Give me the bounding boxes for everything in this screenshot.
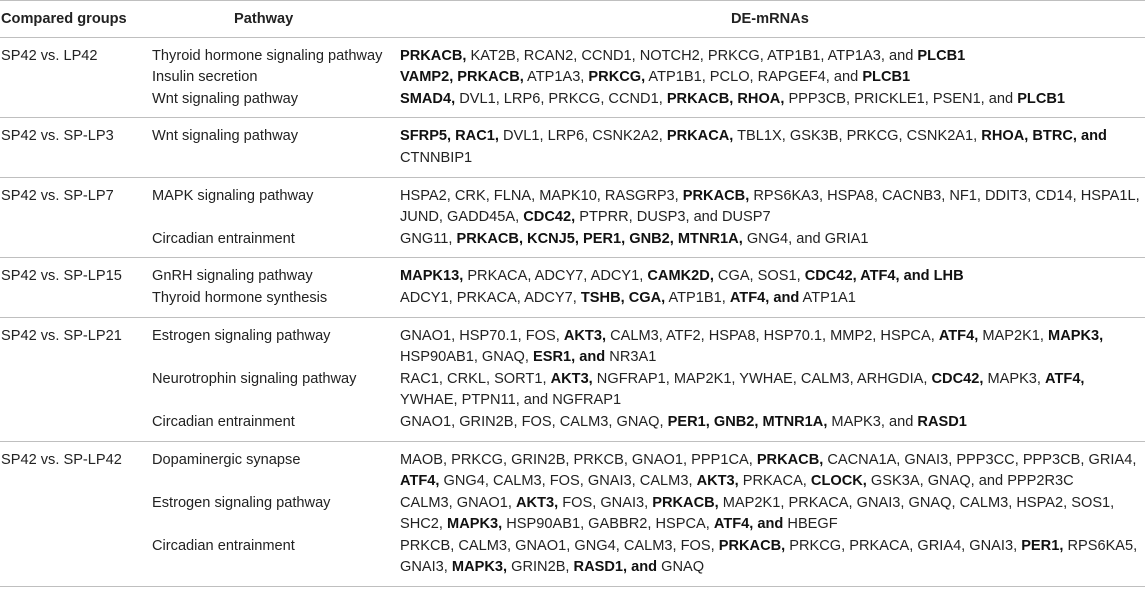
header-compared-groups: Compared groups xyxy=(0,1,150,38)
table-row xyxy=(0,89,1145,118)
gene-list: CTNNBIP1 xyxy=(400,149,473,166)
gene-list-bold: ESR1, and xyxy=(533,349,606,366)
gene-list-bold: ATF4, and xyxy=(713,516,784,533)
table-row xyxy=(0,369,1145,412)
gene-list: HSP90AB1, GABBR2, HSPCA, xyxy=(502,516,714,533)
gene-list-bold: SFRP5, RAC1, xyxy=(400,128,499,145)
gene-list-bold: PRKACB, xyxy=(652,494,719,511)
de-mrnas-cell xyxy=(398,258,1145,288)
de-mrnas-cell xyxy=(398,229,1145,258)
table-row xyxy=(0,441,1145,493)
de-mrnas-cell xyxy=(398,67,1145,89)
header-de-mrnas: DE-mRNAs xyxy=(398,1,1145,38)
gene-list: PRKCB, CALM3, GNAO1, GNG4, CALM3, FOS, xyxy=(400,537,719,554)
gene-list-bold: RASD1, and xyxy=(573,559,658,576)
gene-list-bold: ATF4, xyxy=(400,473,440,490)
gene-list: DVL1, LRP6, PRKCG, CCND1, xyxy=(455,90,667,107)
gene-list: RAC1, CRKL, SORT1, xyxy=(400,370,551,387)
compared-group-cell xyxy=(0,536,150,587)
gene-list-bold: MAPK3, xyxy=(1048,327,1104,344)
gene-list: YWHAE, PTPN11, and NGFRAP1 xyxy=(400,392,622,409)
gene-list: GNG11, xyxy=(400,230,457,247)
compared-group-cell: SP42 vs. SP-LP42 xyxy=(1,451,122,468)
gene-list: PRKCG, PRKACA, GRIA4, GNAI3, xyxy=(785,537,1022,554)
gene-list: GSK3A, GNAQ, and PPP2R3C xyxy=(866,473,1074,490)
pathway-cell: Circadian entrainment xyxy=(150,536,398,587)
pathway-cell: Circadian entrainment xyxy=(150,229,398,258)
gene-list: MAPK3, and xyxy=(827,413,918,430)
de-mrnas-cell xyxy=(398,412,1145,441)
pathway-cell: Neurotrophin signaling pathway xyxy=(152,370,357,387)
gene-list-bold: PRKACB, xyxy=(400,47,467,64)
gene-list: HBEGF xyxy=(783,516,838,533)
gene-list: CGA, SOS1, xyxy=(713,268,805,285)
gene-list-bold: PRKCG, xyxy=(588,69,646,86)
pathway-cell: Estrogen signaling pathway xyxy=(152,327,331,344)
table-header xyxy=(0,1,1145,38)
compared-group-cell xyxy=(0,89,150,118)
gene-list-bold: TSHB, CGA, xyxy=(580,289,666,306)
gene-list-bold: PRKACA, xyxy=(666,128,734,145)
gene-list-bold: CDC42, xyxy=(931,370,984,387)
gene-list-bold: RHOA, BTRC, and xyxy=(981,128,1107,145)
gene-list-bold: PRKACB, xyxy=(718,537,786,554)
gene-list-bold: PRKACB, KCNJ5, PER1, GNB2, MTNR1A, xyxy=(456,230,743,247)
compared-group-cell xyxy=(0,229,150,258)
gene-list: GNAO1, HSP70.1, FOS, xyxy=(400,327,564,344)
compared-group-cell: SP42 vs. SP-LP21 xyxy=(1,327,122,344)
gene-list: GNAQ xyxy=(657,559,705,576)
table-row xyxy=(0,536,1145,587)
pathway-cell: Estrogen signaling pathway xyxy=(152,494,331,511)
table-row xyxy=(0,412,1145,441)
gene-list: TBL1X, GSK3B, PRKCG, CSNK2A1, xyxy=(733,128,982,145)
compared-group-cell xyxy=(0,67,150,89)
gene-list: PRKACA, ADCY7, ADCY1, xyxy=(463,268,648,285)
compared-group-cell: SP42 vs. SP-LP3 xyxy=(0,118,150,177)
gene-list-bold: ATF4, xyxy=(1045,370,1085,387)
table-row xyxy=(0,118,1145,177)
gene-list: DVL1, LRP6, CSNK2A2, xyxy=(498,128,667,145)
gene-list: CALM3, GNAO1, xyxy=(400,494,516,511)
compared-group-cell xyxy=(0,288,150,317)
pathway-cell: GnRH signaling pathway xyxy=(152,268,313,285)
gene-list: HSP90AB1, GNAQ, xyxy=(400,349,534,366)
gene-list-bold: CDC42, ATF4, and LHB xyxy=(804,268,964,285)
pathway-cell: Circadian entrainment xyxy=(150,412,398,441)
gene-list: ATP1B1, xyxy=(665,289,730,306)
compared-group-cell xyxy=(0,369,150,412)
gene-list: GNAO1, GRIN2B, FOS, CALM3, GNAQ, xyxy=(400,413,668,430)
gene-list: PPP3CB, PRICKLE1, PSEN1, and xyxy=(784,90,1018,107)
gene-list-bold: PRKACB, xyxy=(756,451,824,468)
compared-group-cell xyxy=(0,493,150,536)
gene-list-bold: PRKACB, RHOA, xyxy=(666,90,785,107)
gene-list-bold: PLCB1 xyxy=(917,47,966,64)
pathway-cell: MAPK signaling pathway xyxy=(152,187,314,204)
de-mrnas-cell xyxy=(398,89,1145,118)
gene-list: RPS6KA5, GNAI3, xyxy=(400,537,1138,576)
gene-list: CACNA1A, GNAI3, PPP3CC, PPP3CB, GRIA4, xyxy=(823,451,1137,468)
pathway-cell: Thyroid hormone synthesis xyxy=(150,288,398,317)
table-row xyxy=(0,67,1145,89)
gene-list-bold: PLCB1 xyxy=(1017,90,1066,107)
gene-list: PRKACA, xyxy=(738,473,811,490)
gene-list: GNG4, and GRIA1 xyxy=(742,230,869,247)
compared-group-cell: SP42 vs. SP-LP15 xyxy=(1,268,122,285)
de-mrnas-cell xyxy=(398,441,1145,493)
gene-list-bold: MAPK3, xyxy=(447,516,503,533)
de-mrnas-cell xyxy=(398,288,1145,317)
gene-list-bold: PRKACB, xyxy=(682,187,750,204)
gene-list-bold: PLCB1 xyxy=(862,69,911,86)
comparison-group xyxy=(0,177,1145,258)
pathway-cell: Dopaminergic synapse xyxy=(152,451,301,468)
gene-list: RPS6KA3, HSPA8, CACNB3, NF1, DDIT3, CD14, HSPA1L, JUND, GADD45A, xyxy=(400,187,1140,226)
gene-list-bold: VAMP2, PRKACB, xyxy=(400,69,524,86)
table-row xyxy=(0,317,1145,369)
gene-list-bold: RASD1 xyxy=(917,413,967,430)
pathway-cell: Thyroid hormone signaling pathway xyxy=(152,47,383,64)
comparison-group xyxy=(0,118,1145,177)
gene-list: MAPK3, xyxy=(983,370,1046,387)
comparison-group xyxy=(0,441,1145,587)
gene-list-bold: MAPK13, xyxy=(400,268,464,285)
gene-list: ATP1B1, PCLO, RAPGEF4, and xyxy=(645,69,863,86)
table-row xyxy=(0,258,1145,288)
gene-list: GNG4, CALM3, FOS, GNAI3, CALM3, xyxy=(439,473,697,490)
gene-list: NR3A1 xyxy=(605,349,657,366)
de-mrnas-cell xyxy=(398,317,1145,369)
gene-list-bold: CLOCK, xyxy=(810,473,867,490)
gene-list: MAP2K1, xyxy=(978,327,1049,344)
gene-list: MAP2K1, PRKACA, GNAI3, GNAQ, CALM3, HSPA2, SOS1, SHC2, xyxy=(400,494,1115,533)
gene-list-bold: ATF4, and xyxy=(729,289,800,306)
gene-list-bold: MAPK3, xyxy=(451,559,508,576)
gene-list-bold: ATF4, xyxy=(938,327,979,344)
gene-list-bold: AKT3, xyxy=(696,473,739,490)
pathway-cell: Wnt signaling pathway xyxy=(150,89,398,118)
de-mrnas-cell xyxy=(398,37,1145,67)
gene-list: ATP1A3, xyxy=(523,69,589,86)
gene-list-bold: PER1, xyxy=(1021,537,1064,554)
gene-list: NGFRAP1, MAP2K1, YWHAE, CALM3, ARHGDIA, xyxy=(592,370,932,387)
gene-list: ATP1A1 xyxy=(799,289,856,306)
de-mrnas-cell xyxy=(398,536,1145,587)
gene-list: ADCY1, PRKACA, ADCY7, xyxy=(400,289,581,306)
table-row xyxy=(0,229,1145,258)
de-mrnas-cell xyxy=(398,177,1145,229)
gene-list: HSPA2, CRK, FLNA, MAPK10, RASGRP3, xyxy=(400,187,683,204)
gene-list: GRIN2B, xyxy=(507,559,574,576)
pathway-cell: Insulin secretion xyxy=(152,69,258,86)
gene-list-bold: CAMK2D, xyxy=(647,268,714,285)
table-row xyxy=(0,493,1145,536)
gene-list-bold: PER1, GNB2, MTNR1A, xyxy=(667,413,828,430)
de-mrnas-cell xyxy=(398,118,1145,177)
de-mrnas-cell xyxy=(398,493,1145,536)
gene-list: FOS, GNAI3, xyxy=(558,494,653,511)
gene-list: MAOB, PRKCG, GRIN2B, PRKCB, GNAO1, PPP1CA, xyxy=(400,451,757,468)
table-row xyxy=(0,177,1145,229)
compared-group-cell xyxy=(0,412,150,441)
compared-group-cell: SP42 vs. SP-LP7 xyxy=(1,187,114,204)
gene-list: PTPRR, DUSP3, and DUSP7 xyxy=(575,209,771,226)
comparison-group xyxy=(0,258,1145,317)
de-mrnas-cell xyxy=(398,369,1145,412)
gene-list-bold: AKT3, xyxy=(563,327,607,344)
gene-list-bold: SMAD4, xyxy=(400,90,456,107)
gene-list-bold: AKT3, xyxy=(515,494,559,511)
comparison-group xyxy=(0,37,1145,118)
gene-list: KAT2B, RCAN2, CCND1, NOTCH2, PRKCG, ATP1B1, ATP1A3, and xyxy=(466,47,918,64)
table-row xyxy=(0,37,1145,67)
header-pathway: Pathway xyxy=(150,1,398,38)
table-row xyxy=(0,288,1145,317)
gene-list-bold: AKT3, xyxy=(550,370,593,387)
compared-group-cell: SP42 vs. LP42 xyxy=(1,47,98,64)
pathway-cell: Wnt signaling pathway xyxy=(150,118,398,177)
comparison-group xyxy=(0,317,1145,441)
gene-list-bold: CDC42, xyxy=(523,209,576,226)
gene-list: CALM3, ATF2, HSPA8, HSP70.1, MMP2, HSPCA, xyxy=(606,327,939,344)
